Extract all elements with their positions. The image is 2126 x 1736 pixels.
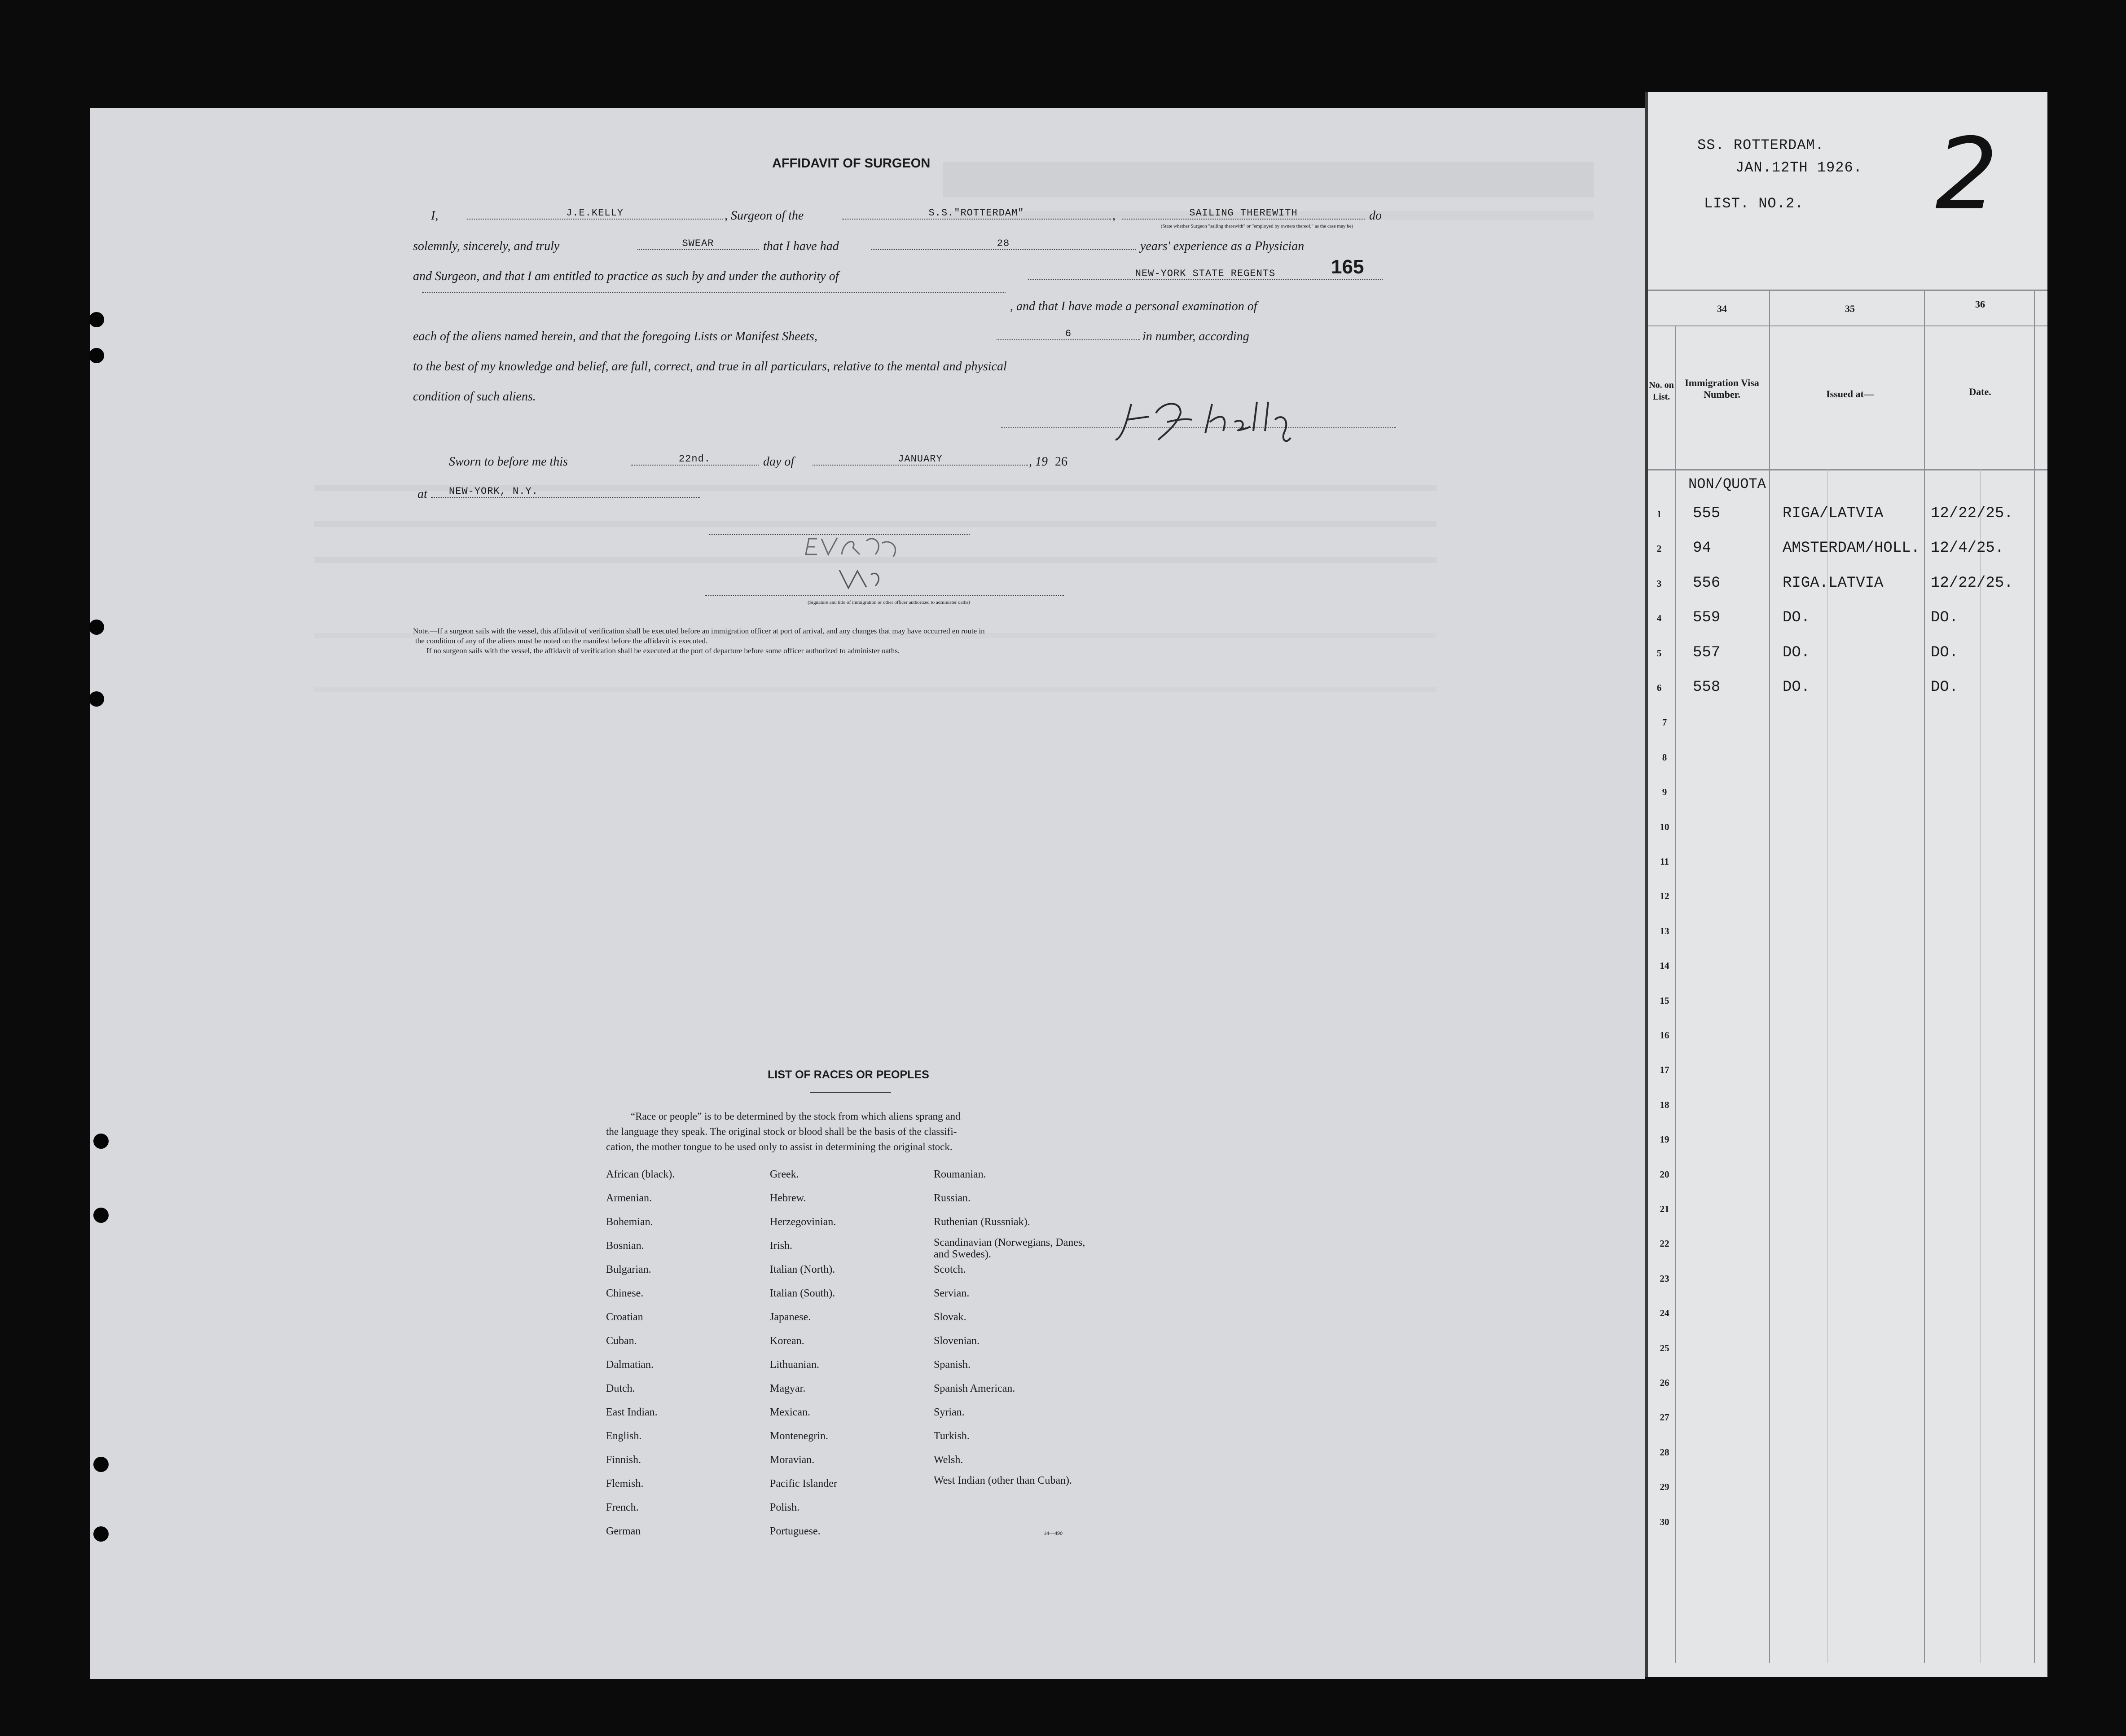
header-no-on-list: No. on List. [1649, 380, 1674, 402]
row-number: 22 [1660, 1238, 1669, 1249]
race-item: Armenian. [606, 1192, 652, 1204]
row-number: 17 [1660, 1064, 1669, 1076]
manifest-date: JAN.12TH 1926. [1735, 159, 1862, 176]
race-item: Spanish. [934, 1359, 971, 1371]
column-number: 34 [1717, 303, 1727, 314]
sailing-field: SAILING THEREWITH [1122, 207, 1365, 220]
race-item: Italian (South). [770, 1288, 835, 1299]
text-years-experience: years' experience as a Physician [1140, 239, 1305, 253]
text-i: I, [431, 209, 439, 223]
sailing-instruction: (State whether Surgeon "sailing therewith" or "employed by owners thereof," as the case may be) [1160, 224, 1353, 229]
sworn-month-field: JANUARY [813, 453, 1028, 466]
row-number: 8 [1662, 752, 1667, 763]
punch-hole [93, 1457, 109, 1472]
row-number: 26 [1660, 1377, 1669, 1388]
table-column-line [1980, 469, 1981, 1663]
header-visa-number: Immigration Visa Number. [1685, 377, 1759, 400]
text-year-prefix: , 19 [1029, 455, 1048, 469]
affidavit-page [90, 108, 1645, 1679]
text-that: that I have had [763, 239, 839, 253]
race-item: Japanese. [770, 1311, 811, 1323]
date-cell: DO. [1931, 679, 1959, 696]
visa-number-cell: 559 [1693, 609, 1721, 627]
row-number: 11 [1660, 856, 1669, 867]
table-rule [1648, 290, 2047, 291]
row-number: 7 [1662, 717, 1667, 728]
oath-field: SWEAR [637, 238, 759, 250]
row-number: 29 [1660, 1481, 1669, 1493]
row-number: 1 [1656, 509, 1662, 519]
form-code: 14—490 [1044, 1530, 1063, 1536]
races-intro [606, 1109, 1190, 1155]
row-number: 15 [1660, 995, 1669, 1006]
issued-at-cell: DO. [1783, 644, 1810, 661]
race-item: East Indian. [606, 1406, 658, 1418]
table-column-line [2034, 290, 2035, 1663]
race-item: Portuguese. [770, 1525, 821, 1537]
table-column-line [1769, 290, 1770, 1663]
row-number: 13 [1660, 925, 1669, 936]
text-at: at [417, 487, 427, 501]
row-number: 14 [1660, 960, 1669, 971]
race-item: Bosnian. [606, 1240, 644, 1252]
row-number: 3 [1656, 578, 1662, 589]
text-in-number: in number, according [1142, 330, 1249, 343]
race-item: French. [606, 1502, 639, 1513]
row-number: 12 [1660, 891, 1669, 902]
issued-at-cell: RIGA.LATVIA [1783, 574, 1884, 592]
note-line: Note.—If a surgeon sails with the vessel, this affidavit of verification shall be executed before an immigration officer at port of arrival, and any changes that may have occurred en route in [413, 627, 985, 635]
punch-hole [89, 312, 104, 327]
manifest-page [1645, 92, 2047, 1677]
issued-at-cell: DO. [1783, 609, 1810, 627]
race-item: Chinese. [606, 1288, 644, 1299]
race-item: Greek. [770, 1169, 799, 1180]
race-item: Scotch. [934, 1264, 966, 1275]
race-item: Lithuanian. [770, 1359, 819, 1371]
visa-number-cell: 557 [1693, 644, 1721, 661]
punch-hole [93, 1208, 109, 1223]
text-made-examination: , and that I have made a personal examination of [1010, 299, 1257, 313]
races-title-rule [810, 1092, 891, 1093]
race-item: Korean. [770, 1335, 804, 1347]
authority-field: NEW-YORK STATE REGENTS [1028, 268, 1383, 280]
race-item: Spanish American. [934, 1383, 1015, 1394]
officer-signature-line [705, 595, 1064, 596]
text-comma: , [1112, 209, 1116, 223]
date-cell: 12/4/25. [1931, 540, 2004, 557]
surgeon-name-field: J.E.KELLY [467, 207, 723, 220]
sworn-day-field: 22nd. [631, 453, 759, 466]
races-intro-line: “Race or people” is to be determined by the stock from which aliens sprang and [631, 1111, 961, 1122]
race-item: Welsh. [934, 1454, 963, 1466]
table-column-line [1827, 469, 1828, 1663]
race-item: Moravian. [770, 1454, 815, 1466]
races-column-3 [934, 1163, 1095, 1496]
affidavit-title: AFFIDAVIT OF SURGEON [772, 156, 931, 171]
vessel-field: S.S."ROTTERDAM" [842, 207, 1111, 220]
row-number: 30 [1660, 1516, 1669, 1527]
race-item: Italian (North). [770, 1264, 835, 1275]
officer-signature [799, 521, 907, 597]
text-do: do [1369, 209, 1382, 223]
text-best-knowledge: to the best of my knowledge and belief, are full, correct, and true in all particulars, relative to the mental and physical [413, 360, 1007, 374]
text-solemnly: solemnly, sincerely, and truly [413, 239, 560, 253]
place-field: NEW-YORK, N.Y. [431, 486, 700, 498]
non-quota-label: NON/QUOTA [1688, 476, 1766, 492]
races-column-2 [770, 1163, 837, 1543]
officer-caption: (Signature and title of immigration or other officer authorized to administer oaths) [808, 600, 970, 605]
punch-hole [89, 620, 104, 635]
row-number: 18 [1660, 1099, 1669, 1110]
race-item: Syrian. [934, 1406, 965, 1418]
race-item: Hebrew. [770, 1192, 806, 1204]
header-issued-at: Issued at— [1826, 388, 1874, 400]
date-cell: DO. [1931, 644, 1959, 661]
sheets-field: 6 [997, 328, 1140, 340]
race-item: Bohemian. [606, 1216, 653, 1228]
table-column-line [1675, 325, 1676, 1663]
row-number: 6 [1656, 682, 1662, 693]
punch-hole [89, 348, 104, 363]
issued-at-cell: AMSTERDAM/HOLL. [1783, 540, 1920, 557]
table-rule [1648, 469, 2047, 470]
blank-fill-line [422, 278, 1006, 293]
race-item: Herzegovinian. [770, 1216, 836, 1228]
race-item: Slovak. [934, 1311, 966, 1323]
sworn-year: 26 [1055, 455, 1067, 469]
race-item: Montenegrin. [770, 1430, 828, 1442]
row-number: 25 [1660, 1342, 1669, 1354]
race-item: Mexican. [770, 1406, 810, 1418]
row-number: 20 [1660, 1169, 1669, 1180]
row-number: 9 [1662, 787, 1667, 798]
text-each-of-aliens: each of the aliens named herein, and that the foregoing Lists or Manifest Sheets, [413, 330, 817, 343]
race-item: Scandinavian (Norwegians, Danes, and Swedes). [934, 1237, 1085, 1260]
visa-number-cell: 556 [1693, 574, 1721, 592]
race-item: Flemish. [606, 1478, 644, 1490]
visa-number-cell: 555 [1693, 505, 1721, 522]
handwritten-list-number: 2 [1935, 117, 1998, 232]
race-item: Dalmatian. [606, 1359, 654, 1371]
races-title: LIST OF RACES OR PEOPLES [768, 1068, 929, 1081]
note-block [413, 626, 1401, 656]
row-number: 28 [1660, 1446, 1669, 1458]
punch-hole [93, 1526, 109, 1542]
race-item: Dutch. [606, 1383, 635, 1394]
ship-name: SS. ROTTERDAM. [1697, 137, 1824, 154]
date-cell: 12/22/25. [1931, 574, 2013, 592]
race-item: Polish. [770, 1502, 800, 1513]
years-field: 28 [871, 238, 1136, 250]
row-number: 21 [1660, 1204, 1669, 1214]
row-number: 5 [1656, 647, 1662, 659]
race-item: Pacific Islander [770, 1478, 837, 1490]
row-number: 19 [1660, 1134, 1669, 1145]
surgeon-signature [1113, 395, 1302, 449]
punch-hole [93, 1134, 109, 1149]
text-day-of: day of [763, 455, 795, 469]
race-item: Bulgarian. [606, 1264, 651, 1275]
punch-hole [89, 691, 104, 707]
race-item: West Indian (other than Cuban). [934, 1475, 1072, 1486]
race-item: Russian. [934, 1192, 971, 1204]
column-number: 36 [1975, 299, 1985, 310]
race-item: Irish. [770, 1240, 792, 1252]
date-cell: 12/22/25. [1931, 505, 2013, 522]
issued-at-cell: DO. [1783, 679, 1810, 696]
issued-at-cell: RIGA/LATVIA [1783, 505, 1884, 522]
visa-number-cell: 558 [1693, 679, 1721, 696]
column-number: 35 [1845, 303, 1855, 314]
row-number: 2 [1656, 543, 1662, 554]
list-number: LIST. NO.2. [1704, 195, 1804, 212]
race-item: Cuban. [606, 1335, 637, 1347]
note-line: If no surgeon sails with the vessel, the affidavit of verification shall be executed at the port of departure before some officer authorized to administer oaths. [426, 646, 900, 655]
header-date: Date. [1969, 386, 1991, 397]
text-condition: condition of such aliens. [413, 390, 536, 404]
race-item: Croatian [606, 1311, 643, 1323]
date-cell: DO. [1931, 609, 1959, 627]
visa-number-cell: 94 [1693, 540, 1711, 557]
race-item: African (black). [606, 1169, 675, 1180]
race-item: Servian. [934, 1288, 970, 1299]
race-item: Slovenian. [934, 1335, 980, 1347]
table-column-line [1924, 290, 1925, 1663]
text-surgeon-of: , Surgeon of the [725, 209, 804, 223]
race-item: German [606, 1525, 641, 1537]
row-number: 27 [1660, 1412, 1669, 1423]
races-column-1 [606, 1163, 675, 1543]
races-intro-line: the language they speak. The original stock or blood shall be the basis of the classifi- [606, 1126, 957, 1137]
page-number: 165 [1331, 256, 1364, 278]
text-and-surgeon: and Surgeon, and that I am entitled to practice as such by and under the authority of [413, 269, 839, 283]
row-number: 4 [1656, 613, 1662, 624]
race-item: Finnish. [606, 1454, 641, 1466]
row-number: 10 [1660, 821, 1669, 832]
races-intro-line: cation, the mother tongue to be used only to assist in determining the original stock. [606, 1141, 953, 1152]
race-item: Roumanian. [934, 1169, 986, 1180]
race-item: Ruthenian (Russniak). [934, 1216, 1030, 1228]
row-number: 24 [1660, 1308, 1669, 1319]
row-number: 23 [1660, 1273, 1669, 1284]
row-number: 16 [1660, 1030, 1669, 1041]
note-line: the condition of any of the aliens must be noted on the manifest before the affidavit is executed. [415, 637, 708, 645]
race-item: Turkish. [934, 1430, 970, 1442]
race-item: Magyar. [770, 1383, 806, 1394]
table-rule [1648, 325, 2047, 326]
text-sworn: Sworn to before me this [449, 455, 568, 469]
race-item: English. [606, 1430, 642, 1442]
